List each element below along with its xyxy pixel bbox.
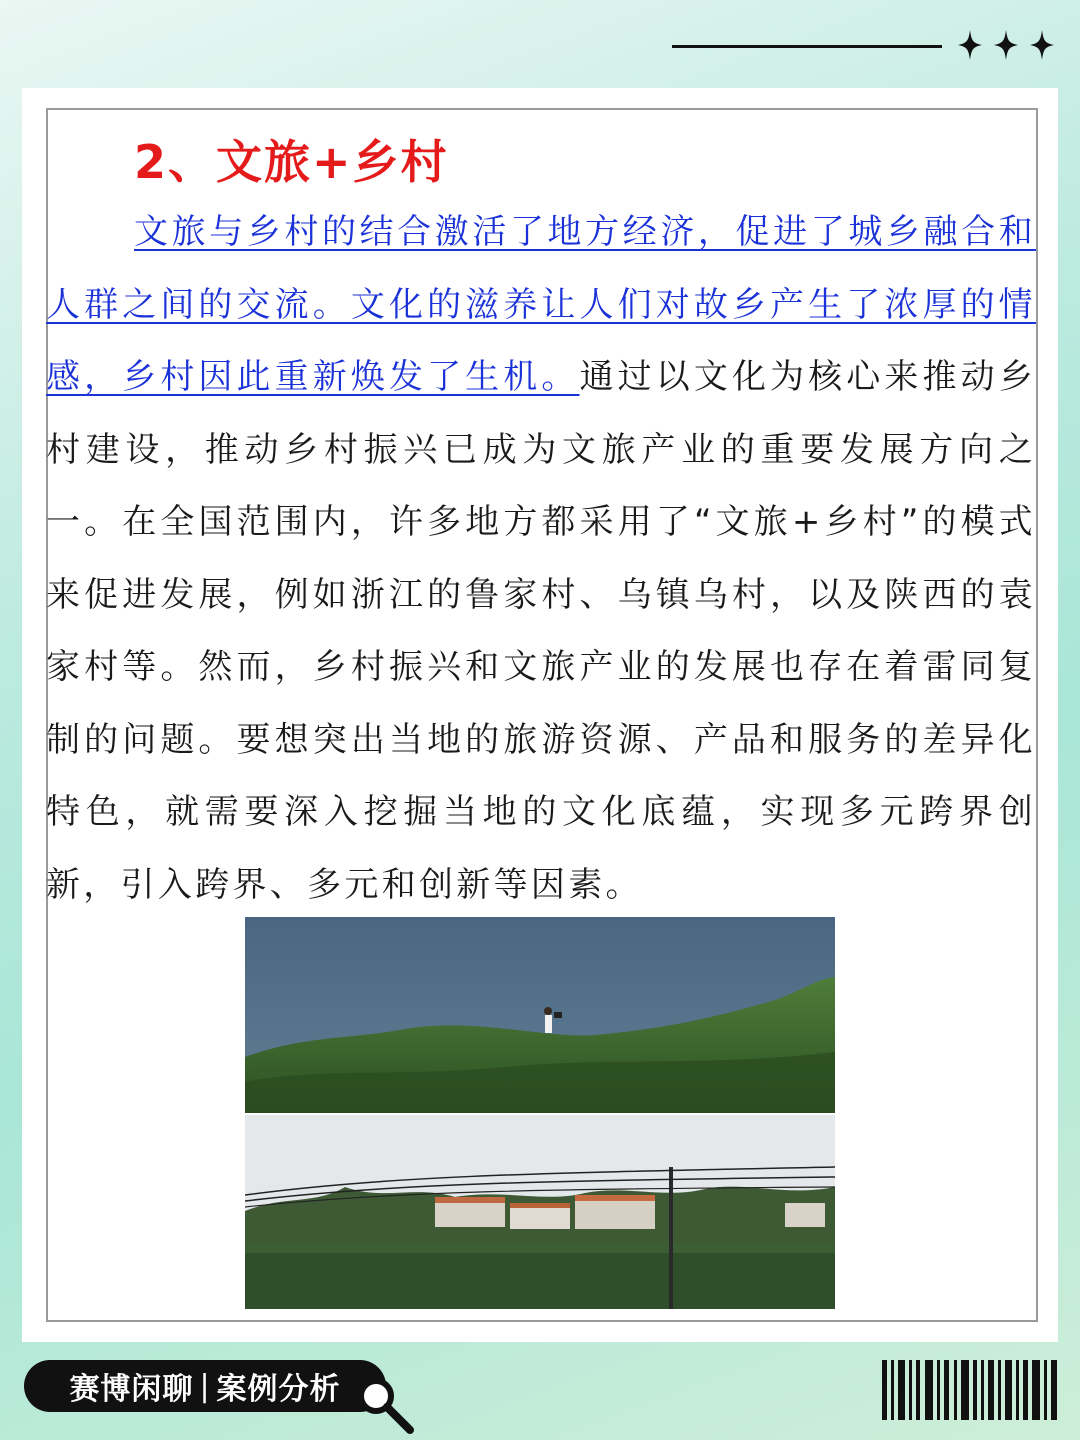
category-tag [24, 1360, 386, 1412]
sparkle-icon [1028, 28, 1056, 62]
tag-left-text: 赛博闲聊 [69, 1372, 194, 1407]
body-text: 通过以文化为核心来推动乡村建设，推动乡村振兴已成为文旅产业的重要发展方向之一。在全国范围内，许多地方都采用了“文旅+乡村”的模式来促进发展，例如浙江的鲁家村、乌镇乌村，以及陕西的袁家村等。然而，乡村振兴和文旅产业的发展也存在着雷同复制的问题。要想突出当地的旅游资源、产品和服务的差异化特色，就需要深入挖掘当地的文化底蕴，实现多元跨界创新，引入跨界、多元和创新等因素。 [46, 357, 1036, 905]
highlighted-text: 文旅与乡村的结合激活了地方经济，促进了城乡融合和人群之间的交流。文化的滋养让人们对故乡产生了浓厚的情感，乡村因此重新焕发了生机。 [46, 212, 1036, 397]
sparkle-icon [992, 28, 1020, 62]
body-paragraph [46, 196, 1036, 921]
top-decorative-line [672, 45, 942, 48]
barcode-icon [880, 1360, 1060, 1420]
sparkle-group [956, 28, 1056, 62]
tag-right-text: 案例分析 [216, 1372, 341, 1407]
photo-village [245, 1115, 835, 1309]
content-card [22, 88, 1058, 1342]
section-heading: 2、文旅+乡村 [134, 135, 449, 189]
photo-hillside [245, 917, 835, 1113]
sparkle-icon [956, 28, 984, 62]
tag-separator: | [199, 1368, 211, 1404]
magnifier-icon [352, 1372, 418, 1438]
